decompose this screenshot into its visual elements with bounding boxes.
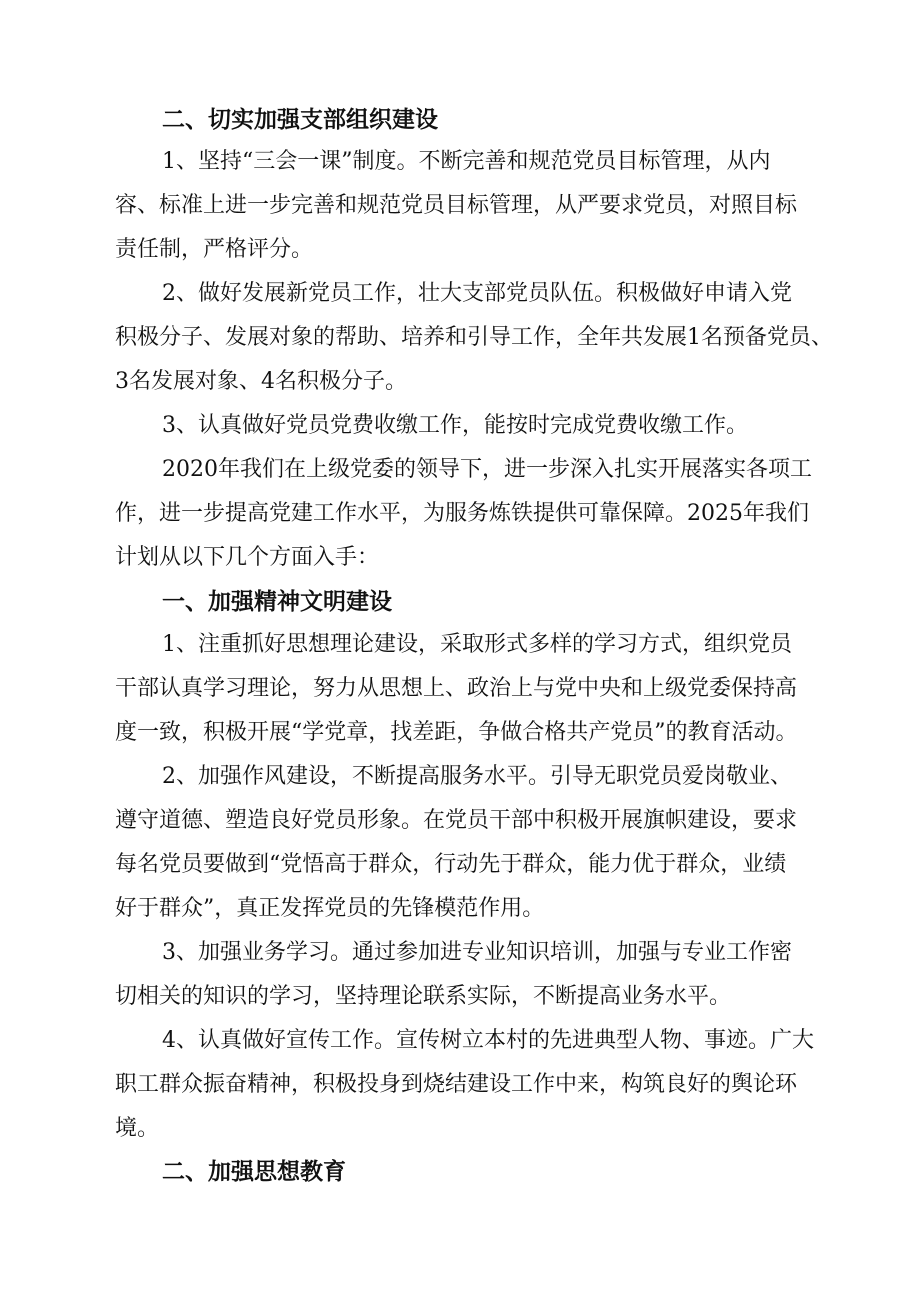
paragraph-line: 2、做好发展新党员工作，壮大支部党员队伍。积极做好申请入党 (162, 281, 792, 306)
paragraph-line: 每名党员要做到“党悟高于群众，行动先于群众，能力优于群众，业绩 (115, 852, 787, 877)
section-heading: 一、加强精神文明建设 (162, 589, 392, 615)
paragraph-line: 1、坚持“三会一课”制度。不断完善和规范党员目标管理，从内 (162, 149, 771, 174)
paragraph-line: 计划从以下几个方面入手： (115, 545, 380, 570)
paragraph-line: 容、标准上进一步完善和规范党员目标管理，从严要求党员，对照目标 (115, 193, 798, 218)
paragraph-line: 3名发展对象、4名积极分子。 (115, 369, 407, 394)
paragraph-line: 2020年我们在上级党委的领导下，进一步深入扎实开展落实各项工 (162, 457, 812, 482)
paragraph-line: 积极分子、发展对象的帮助、培养和引导工作，全年共发展1名预备党员、 (115, 325, 833, 350)
paragraph-line: 好于群众”，真正发挥党员的先锋模范作用。 (115, 896, 545, 921)
paragraph-line: 度一致，积极开展“学党章，找差距，争做合格共产党员”的教育活动。 (115, 720, 798, 745)
section-heading: 二、切实加强支部组织建设 (162, 107, 438, 133)
paragraph-line: 切相关的知识的学习，坚持理论联系实际，不断提高业务水平。 (115, 984, 732, 1009)
section-heading: 二、加强思想教育 (162, 1159, 346, 1185)
paragraph-line: 职工群众振奋精神，积极投身到烧结建设工作中来，构筑良好的舆论环 (115, 1072, 798, 1097)
paragraph-line: 2、加强作风建设，不断提高服务水平。引导无职党员爱岗敬业、 (162, 764, 792, 789)
paragraph-line: 责任制，严格评分。 (115, 237, 314, 262)
paragraph-line: 3、加强业务学习。通过参加进专业知识培训，加强与专业工作密 (162, 940, 792, 965)
paragraph-line: 1、注重抓好思想理论建设，采取形式多样的学习方式，组织党员 (162, 632, 792, 657)
paragraph-line: 3、认真做好党员党费收缴工作，能按时完成党费收缴工作。 (162, 413, 748, 438)
paragraph-line: 境。 (115, 1116, 160, 1141)
paragraph-line: 作，进一步提高党建工作水平，为服务炼铁提供可靠保障。2025年我们 (115, 501, 809, 526)
paragraph-line: 干部认真学习理论，努力从思想上、政治上与党中央和上级党委保持高 (115, 676, 798, 701)
paragraph-line: 4、认真做好宣传工作。宣传树立本村的先进典型人物、事迹。广大 (162, 1028, 814, 1053)
paragraph-line: 遵守道德、塑造良好党员形象。在党员干部中积极开展旗帜建设，要求 (115, 808, 798, 833)
